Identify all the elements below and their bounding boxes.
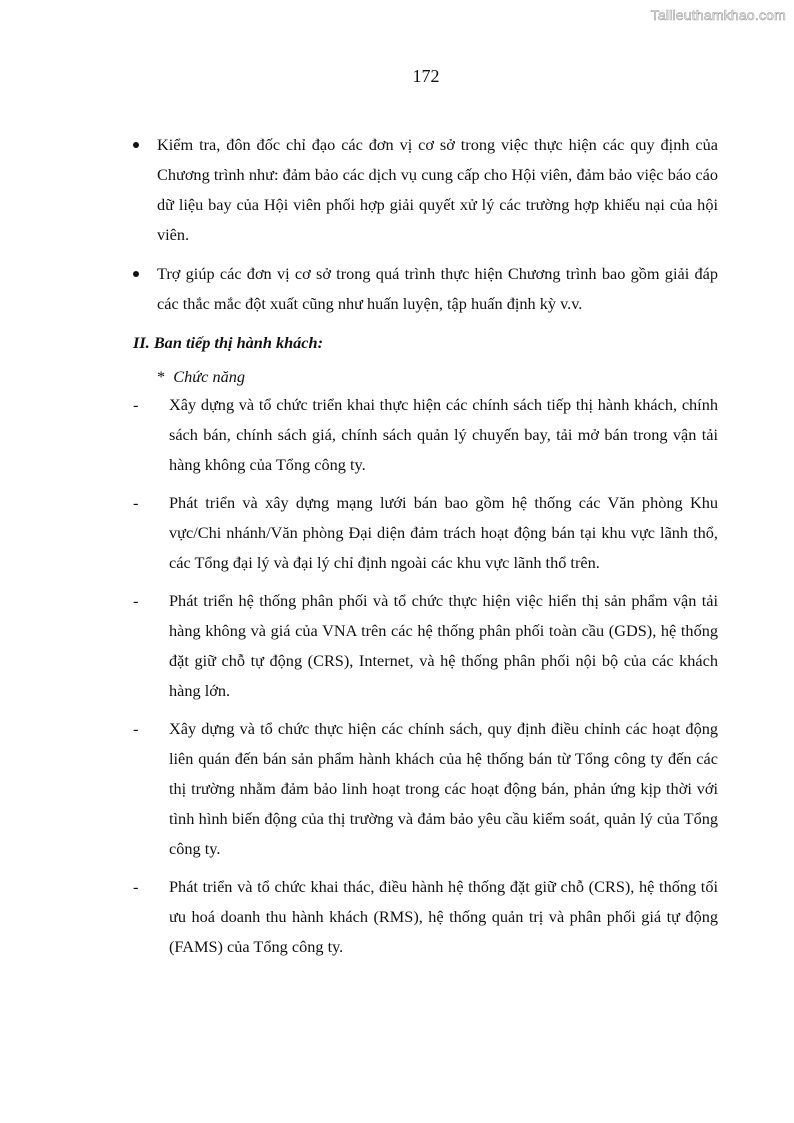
document-body <box>133 130 718 970</box>
bullet-dot-icon <box>133 271 139 277</box>
bullet-text: Kiểm tra, đôn đốc chỉ đạo các đơn vị cơ sở trong việc thực hiện các quy định của Chương trình như: đảm bảo các dịch vụ cung cấp cho Hội viên, đảm bảo việc báo cáo dữ liệu bay của Hội viên phối hợp giải quyết xử lý các trường hợp khiếu nại của hội viên. <box>157 135 718 244</box>
dash-item-text: Xây dựng và tổ chức triển khai thực hiện các chính sách tiếp thị hành khách, chính sách bán, chính sách giá, chính sách quản lý chuyến bay, tải mở bán trong vận tải hàng không của Tổng công ty. <box>169 395 718 474</box>
bullet-item <box>133 259 718 319</box>
dash-item <box>133 390 718 480</box>
dash-item-text: Xây dựng và tổ chức thực hiện các chính sách, quy định điều chỉnh các hoạt động liên quán đến bán sản phẩm hành khách của hệ thống bán từ Tổng công ty đến các thị trường nhằm đảm bảo linh hoạt trong các hoạt động bán, phản ứng kịp thời với tình hình biến động của thị trường và đảm bảo yêu cầu kiểm soát, quản lý của Tổng công ty. <box>169 719 718 858</box>
watermark: Tailieuthamkhao.com <box>650 7 786 23</box>
dash-item <box>133 714 718 864</box>
bullet-item <box>133 130 718 250</box>
dash-marker: - <box>133 719 139 738</box>
dash-marker: - <box>133 591 139 610</box>
subheading-label: Chức năng <box>173 367 246 386</box>
dash-marker: - <box>133 877 139 896</box>
dash-marker: - <box>133 493 139 512</box>
bullet-text: Trợ giúp các đơn vị cơ sở trong quá trình thực hiện Chương trình bao gồm giải đáp các thắc mắc đột xuất cũng như huấn luyện, tập huấn định kỳ v.v. <box>157 264 718 313</box>
section-heading: II. Ban tiếp thị hành khách: <box>133 333 324 352</box>
subheading-marker: * <box>157 367 166 386</box>
bullet-dot-icon <box>133 142 139 148</box>
dash-item-text: Phát triển và tổ chức khai thác, điều hành hệ thống đặt giữ chỗ (CRS), hệ thống tối ưu hoá doanh thu hành khách (RMS), hệ thống quản trị và phân phối giá tự động (FAMS) của Tổng công ty. <box>169 877 718 956</box>
dash-item <box>133 872 718 962</box>
dash-item <box>133 586 718 706</box>
dash-item-text: Phát triển và xây dựng mạng lưới bán bao gồm hệ thống các Văn phòng Khu vực/Chi nhánh/Văn phòng Đại diện đảm trách hoạt động bán tại khu vực lãnh thổ, các Tổng đại lý và đại lý chỉ định ngoài các khu vực lãnh thổ trên. <box>169 493 718 572</box>
dash-item <box>133 488 718 578</box>
page-number: 172 <box>412 66 440 86</box>
subheading <box>133 364 718 390</box>
dash-item-text: Phát triển hệ thống phân phối và tổ chức thực hiện việc hiển thị sản phẩm vận tải hàng không và giá của VNA trên các hệ thống phân phối toàn cầu (GDS), hệ thống đặt giữ chỗ tự động (CRS), Internet, và hệ thống phân phối nội bộ của các khách hàng lớn. <box>169 591 718 700</box>
dash-marker: - <box>133 395 139 414</box>
